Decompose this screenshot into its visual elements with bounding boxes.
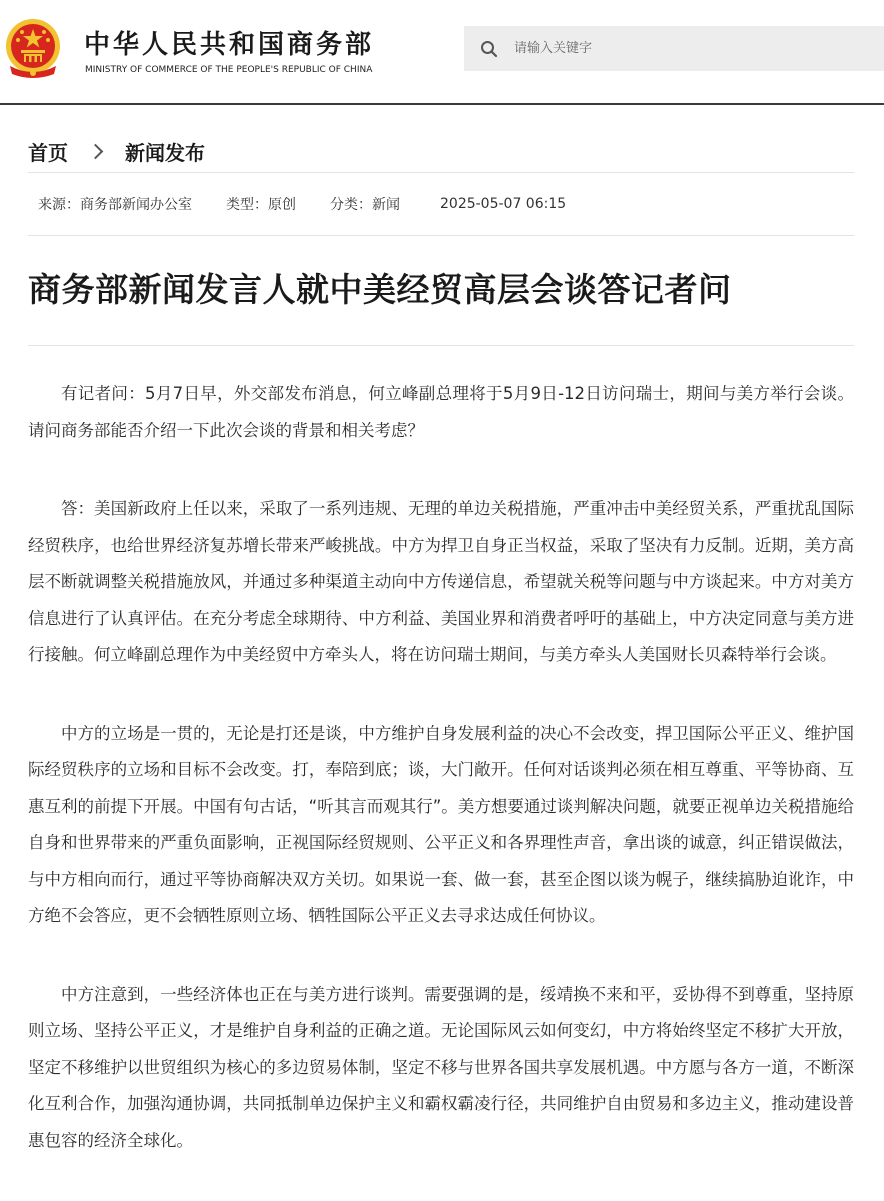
article-paragraph: 中方的立场是一贯的，无论是打还是谈，中方维护自身发展利益的决心不会改变，捍卫国际公平正义、维护国际经贸秩序的立场和目标不会改变。打，奉陪到底；谈，大门敞开。任何对话谈判必须在相互尊重、平等协商、互惠互利的前提下开展。中国有句古话，“听其言而观其行”。美方想要通过谈判解决问题，就要正视单边关税措施给自身和世界带来的严重负面影响，正视国际经贸规则、公平正义和各界理性声音，拿出谈的诚意，纠正错误做法，与中方相向而行，通过平等协商解决双方关切。如果说一套、做一套，甚至企图以谈为幌子，继续搞胁迫讹诈，中方绝不会答应，更不会牺牲原则立场、牺牲国际公平正义去寻求达成任何协议。	[28, 723, 854, 925]
title-divider	[28, 345, 854, 346]
article-paragraph: 有记者问：5月7日早，外交部发布消息，何立峰副总理将于5月9日-12日访问瑞士，期间与美方举行会谈。请问商务部能否介绍一下此次会谈的背景和相关考虑？	[28, 384, 854, 440]
breadcrumb-current-link[interactable]: 新闻发布	[125, 140, 205, 165]
article-paragraph: 中方注意到，一些经济体也正在与美方进行谈判。需要强调的是，绥靖换不来和平，妥协得不到尊重，坚持原则立场、坚持公平正义，才是维护自身利益的正确之道。无论国际风云如何变幻，中方将始终坚定不移扩大开放，坚定不移维护以世贸组织为核心的多边贸易体制，坚定不移与世界各国共享发展机遇。中方愿与各方一道，不断深化互利合作，加强沟通协调，共同抵制单边保护主义和霸权霸凌行径，共同维护自由贸易和多边主义，推动建设普惠包容的经济全球化。	[28, 984, 854, 1150]
meta-datetime: 2025-05-07 06:15	[440, 196, 567, 212]
article-paragraph: 答：美国新政府上任以来，采取了一系列违规、无理的单边关税措施，严重冲击中美经贸关系，严重扰乱国际经贸秩序，也给世界经济复苏增长带来严峻挑战。中方为捍卫自身正当权益，采取了坚决有力反制。近期，美方高层不断就调整关税措施放风，并通过多种渠道主动向中方传递信息，希望就关税等问题与中方谈起来。中方对美方信息进行了认真评估。在充分考虑全球期待、中方利益、美国业界和消费者呼吁的基础上，中方决定同意与美方进行接触。何立峰副总理作为中美经贸中方牵头人，将在访问瑞士期间，与美方牵头人美国财长贝森特举行会谈。	[28, 499, 854, 664]
meta-type: 类型：原创	[226, 197, 296, 213]
search-box[interactable]	[464, 26, 884, 71]
meta-category: 分类：新闻	[330, 197, 400, 213]
search-icon[interactable]	[480, 40, 498, 58]
search-input[interactable]	[514, 26, 874, 71]
site-header	[0, 0, 884, 105]
article-title: 商务部新闻发言人就中美经贸高层会谈答记者问	[28, 270, 732, 309]
national-emblem-icon[interactable]	[4, 16, 62, 82]
ministry-name-cn[interactable]: 中华人民共和国商务部	[84, 30, 375, 60]
breadcrumb	[28, 137, 205, 165]
chevron-right-icon	[88, 143, 104, 159]
article-meta	[28, 172, 854, 236]
meta-source: 来源：商务部新闻办公室	[38, 197, 192, 213]
ministry-name-en: MINISTRY OF COMMERCE OF THE PEOPLE'S REPUBLIC OF CHINA	[85, 65, 373, 75]
breadcrumb-home-link[interactable]: 首页	[28, 140, 68, 165]
article-body	[28, 376, 854, 1201]
